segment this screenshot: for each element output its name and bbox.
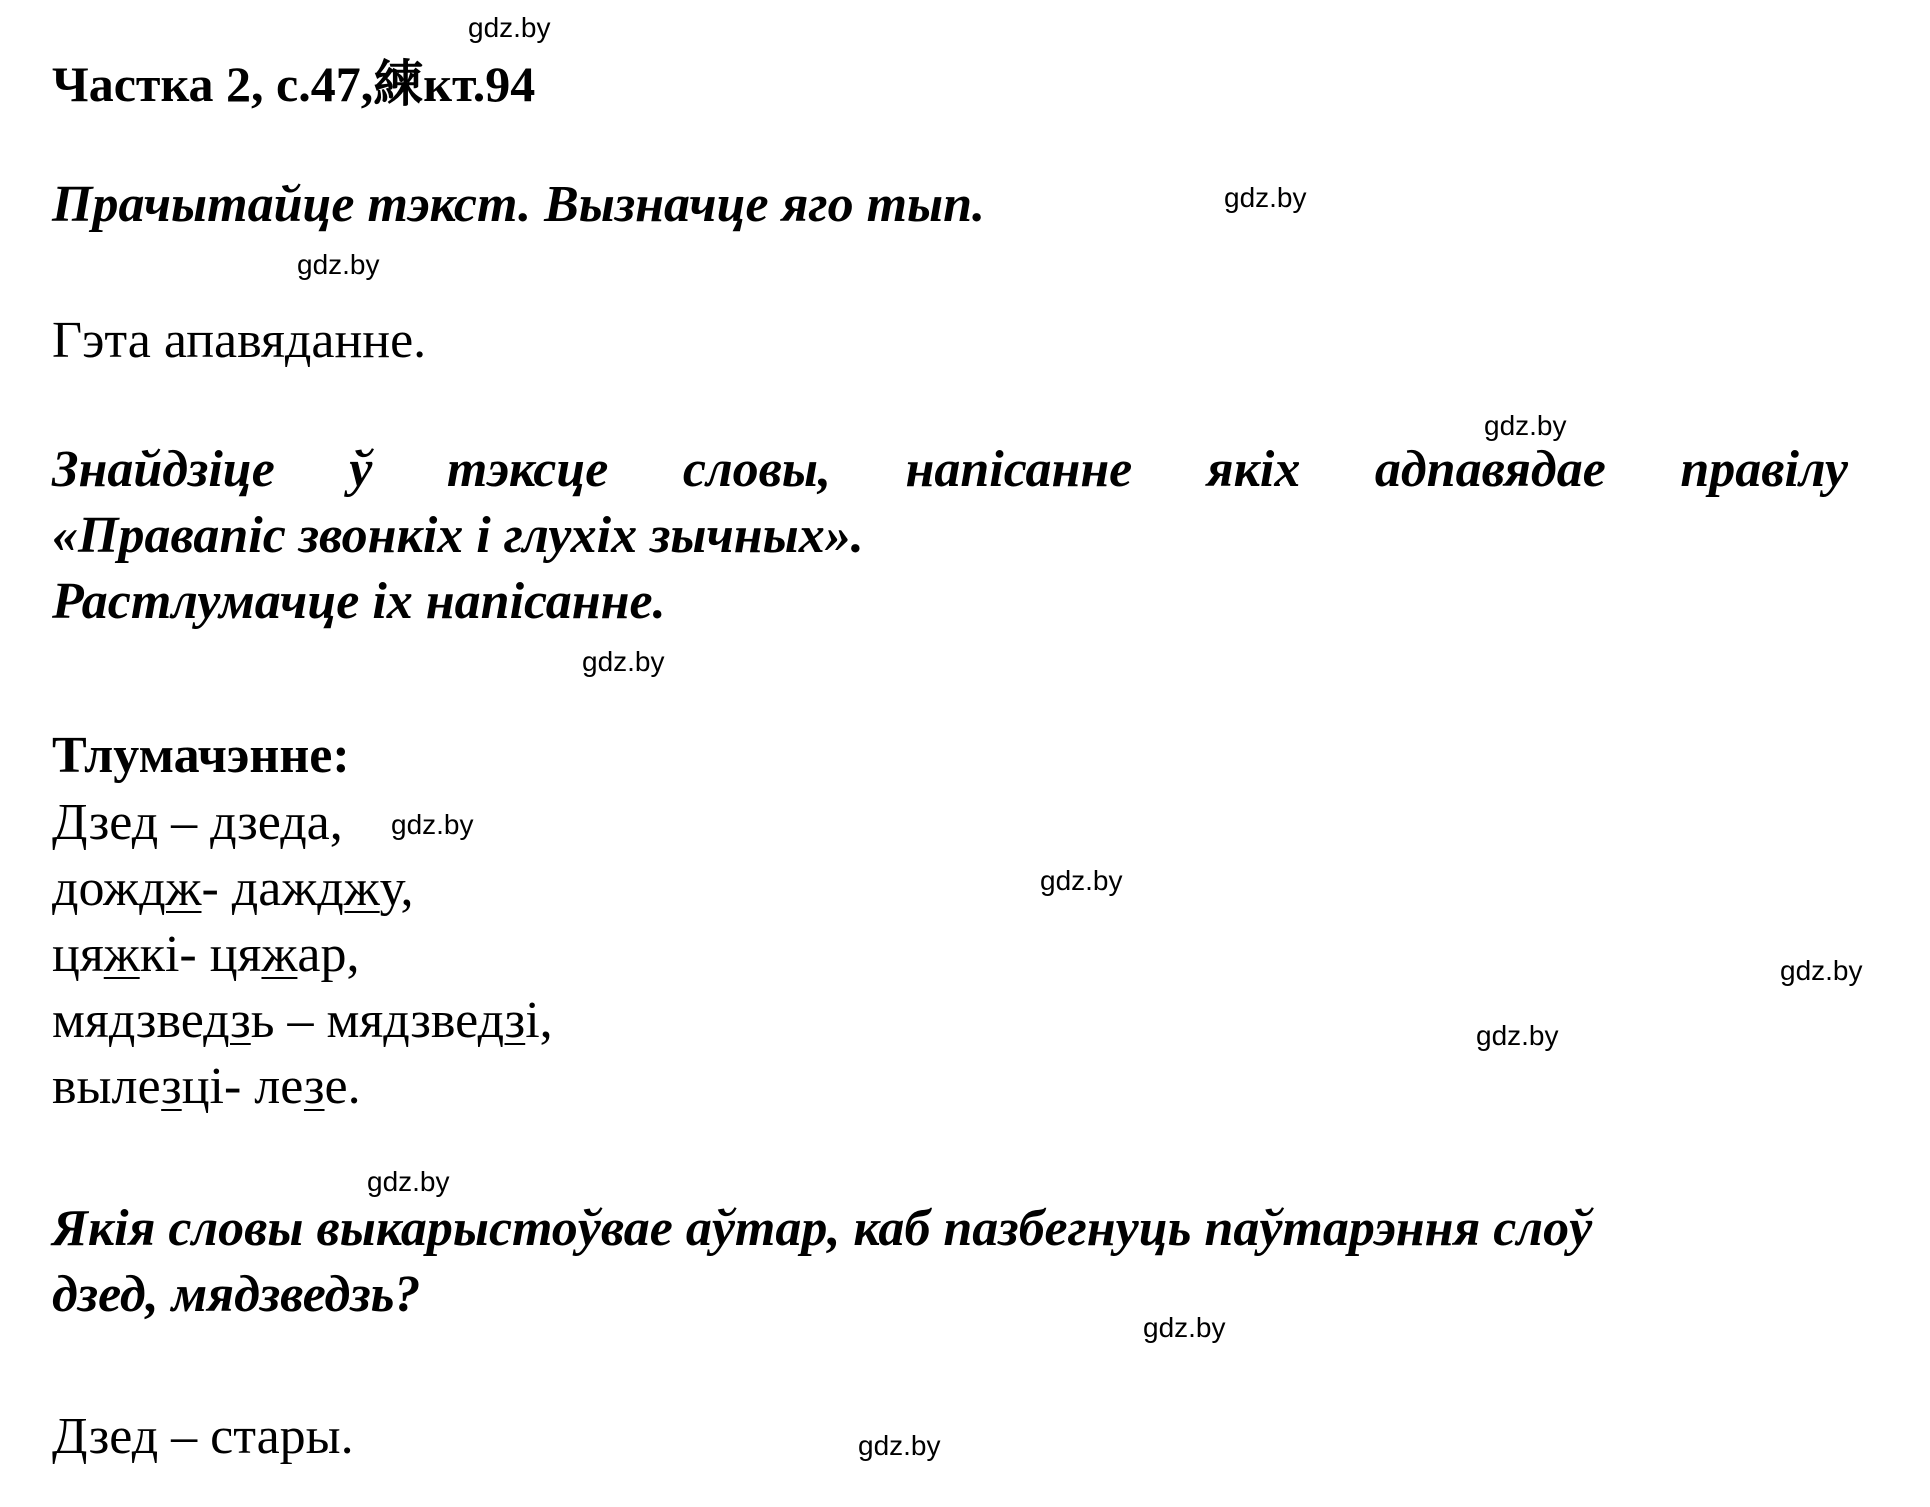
watermark: gdz.by (582, 646, 665, 677)
watermark: gdz.by (1780, 955, 1863, 986)
explanation-line: Дзед – дзеда, (52, 794, 343, 851)
watermark: gdz.by (1484, 410, 1567, 441)
explanation-line: вылезці- лезе. (52, 1058, 361, 1115)
watermark: gdz.by (1224, 182, 1307, 213)
task-find-words-line-3: Растлумачце іх напісанне. (52, 573, 666, 630)
task-find-words (52, 437, 1848, 635)
task-synonyms (52, 1196, 1852, 1328)
watermark: gdz.by (1040, 865, 1123, 896)
underlined-consonant: з (161, 1058, 182, 1115)
underlined-consonant: д (280, 794, 307, 851)
task-determine-type: Прачытайце тэкст. Вызначце яго тып. (52, 176, 986, 233)
underlined-consonant: ж (261, 926, 298, 983)
watermark: gdz.by (391, 809, 474, 840)
underlined-consonant: д (131, 794, 159, 851)
task-synonyms-line-2: дзед, мядзведзь? (52, 1266, 421, 1323)
watermark: gdz.by (297, 249, 380, 280)
page-title: Частка 2, с.47,練кт.94 (52, 56, 536, 112)
underlined-consonant: дз (477, 992, 526, 1049)
explanation-line: дождж- дажджу, (52, 860, 414, 917)
underlined-consonant: ж (103, 926, 140, 983)
explanation-line: мядзведзь – мядзведзі, (52, 992, 553, 1049)
explanation-line: цяжкі- цяжар, (52, 926, 360, 983)
watermark: gdz.by (1476, 1020, 1559, 1051)
explanation-heading: Тлумачэнне: (52, 727, 350, 784)
watermark: gdz.by (1143, 1312, 1226, 1343)
watermark: gdz.by (858, 1430, 941, 1461)
underlined-consonant: дж (139, 860, 202, 917)
answer-text-type: Гэта апавяданне. (52, 312, 427, 369)
watermark: gdz.by (367, 1166, 450, 1197)
task-synonyms-line-1: Якія словы выкарыстоўвае аўтар, каб пазбегнуць паўтарэння слоў (52, 1200, 1593, 1257)
watermark: gdz.by (468, 12, 551, 43)
explanation-list (52, 790, 553, 1120)
underlined-consonant: з (303, 1058, 325, 1115)
underlined-consonant: дз (203, 992, 251, 1049)
underlined-consonant: дж (317, 860, 380, 917)
answer-synonym: Дзед – стары. (52, 1408, 354, 1465)
task-find-words-line-2: «Правапіс звонкіх і глухіх зычных». (52, 507, 864, 564)
task-find-words-line-1: Знайдзіце ў тэксце словы, напісанне якіх адпавядае правілу (52, 441, 1848, 498)
